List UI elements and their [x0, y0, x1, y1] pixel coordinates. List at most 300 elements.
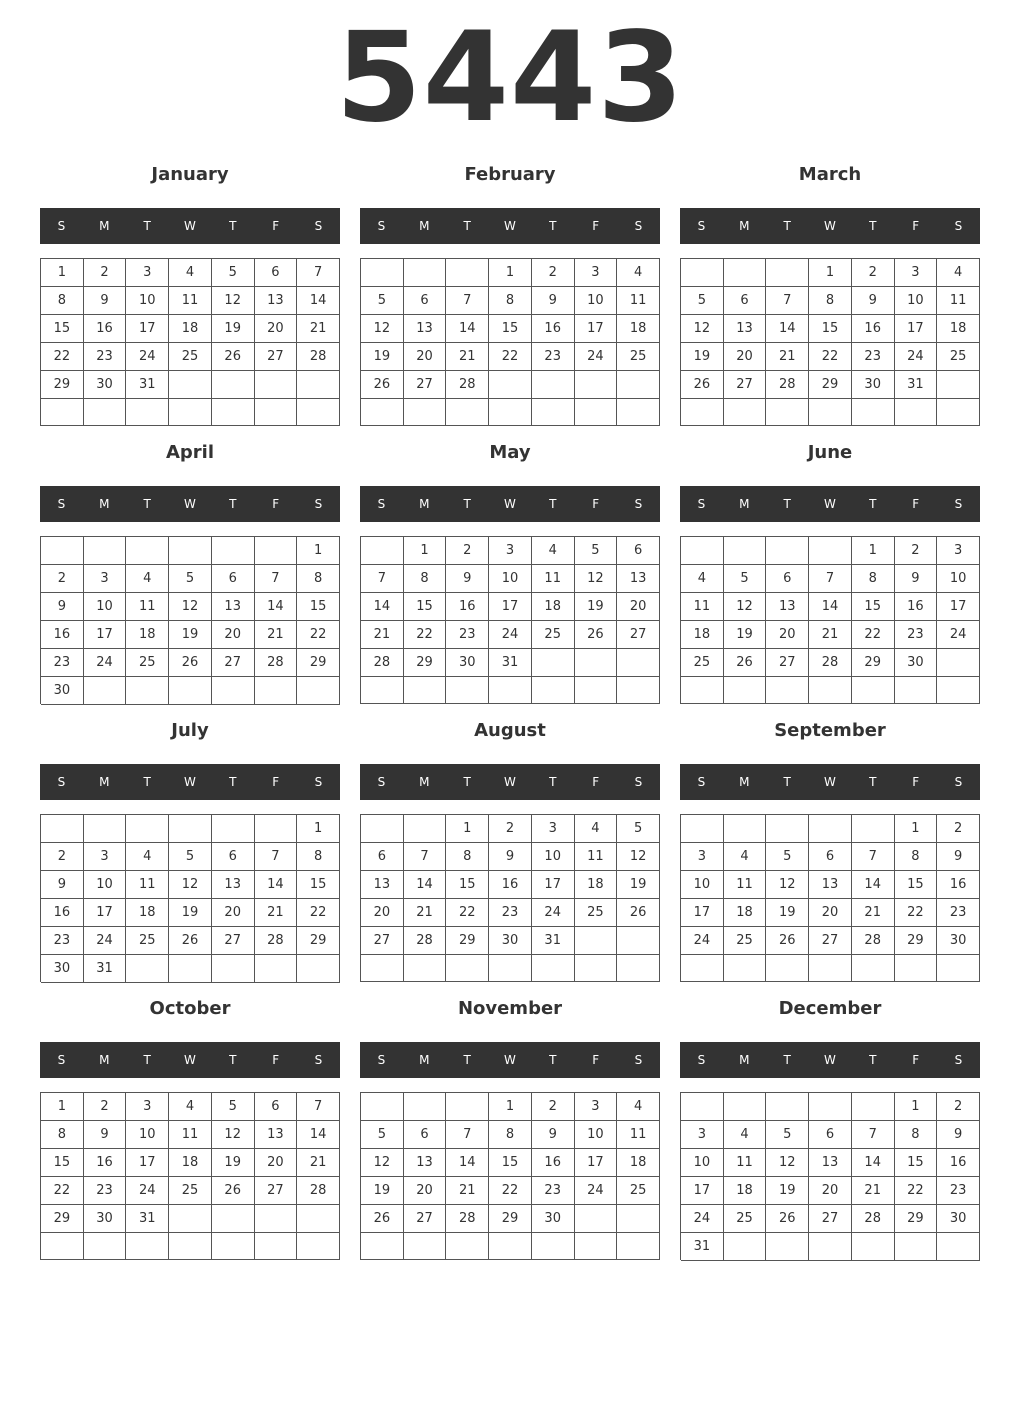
weekday-label: S: [377, 775, 386, 789]
empty-day-cell: [809, 1233, 852, 1261]
day-cell: 11: [617, 1121, 660, 1149]
weekday-label: T: [549, 219, 557, 233]
empty-day-cell: [617, 399, 660, 426]
day-cell: 22: [895, 899, 938, 927]
empty-day-cell: [297, 1233, 340, 1260]
empty-day-cell: [766, 399, 809, 426]
day-cell: 21: [809, 621, 852, 649]
day-cell: 18: [617, 315, 660, 343]
weekday-label: S: [634, 1053, 643, 1067]
day-cell: 7: [255, 843, 298, 871]
day-cell: 9: [41, 593, 84, 621]
day-cell: 22: [489, 343, 532, 371]
day-cell: 10: [937, 565, 980, 593]
empty-day-cell: [212, 1205, 255, 1233]
empty-day-cell: [404, 955, 447, 982]
weekday-label: S: [697, 219, 706, 233]
day-cell: 2: [489, 815, 532, 843]
day-cell: 15: [41, 315, 84, 343]
day-cell: 31: [532, 927, 575, 955]
day-cell: 23: [532, 343, 575, 371]
day-cell: 31: [126, 1205, 169, 1233]
day-grid: [40, 814, 340, 982]
empty-day-cell: [681, 677, 724, 704]
day-cell: 16: [489, 871, 532, 899]
day-cell: 29: [489, 1205, 532, 1233]
day-cell: 6: [809, 843, 852, 871]
day-cell: 21: [255, 621, 298, 649]
day-grid: [360, 814, 660, 982]
day-cell: 16: [937, 1149, 980, 1177]
day-cell: 6: [809, 1121, 852, 1149]
day-cell: 8: [809, 287, 852, 315]
day-cell: 18: [575, 871, 618, 899]
day-cell: 23: [41, 927, 84, 955]
day-cell: 8: [297, 843, 340, 871]
day-cell: 31: [681, 1233, 724, 1261]
day-cell: 11: [169, 287, 212, 315]
day-cell: 9: [937, 843, 980, 871]
empty-day-cell: [937, 677, 980, 704]
empty-day-cell: [169, 399, 212, 426]
day-cell: 11: [169, 1121, 212, 1149]
day-cell: 10: [84, 871, 127, 899]
day-cell: 4: [724, 1121, 767, 1149]
day-cell: 5: [212, 1093, 255, 1121]
empty-day-cell: [446, 955, 489, 982]
day-cell: 25: [532, 621, 575, 649]
day-cell: 4: [617, 259, 660, 287]
weekday-label: S: [954, 1053, 963, 1067]
day-cell: 18: [724, 1177, 767, 1205]
empty-day-cell: [681, 399, 724, 426]
weekday-label: M: [739, 219, 750, 233]
day-cell: 10: [126, 1121, 169, 1149]
day-cell: 3: [126, 1093, 169, 1121]
empty-day-cell: [852, 1093, 895, 1121]
empty-day-cell: [895, 1233, 938, 1261]
day-cell: 22: [404, 621, 447, 649]
empty-day-cell: [852, 1233, 895, 1261]
day-cell: 23: [41, 649, 84, 677]
day-cell: 6: [404, 287, 447, 315]
day-cell: 5: [361, 287, 404, 315]
empty-day-cell: [41, 537, 84, 565]
month-name: October: [149, 998, 231, 1019]
day-cell: 8: [41, 287, 84, 315]
day-cell: 5: [617, 815, 660, 843]
weekday-label: M: [99, 1053, 110, 1067]
weekday-label: S: [377, 219, 386, 233]
day-cell: 22: [41, 1177, 84, 1205]
weekday-label: T: [143, 219, 151, 233]
day-cell: 17: [489, 593, 532, 621]
empty-day-cell: [41, 399, 84, 426]
day-cell: 10: [575, 287, 618, 315]
empty-day-cell: [297, 955, 340, 983]
month-name: February: [464, 164, 556, 185]
day-cell: 16: [41, 899, 84, 927]
day-cell: 6: [724, 287, 767, 315]
weekday-label: S: [954, 497, 963, 511]
day-cell: 19: [766, 899, 809, 927]
month-name: September: [774, 720, 886, 741]
empty-day-cell: [169, 1205, 212, 1233]
empty-day-cell: [681, 815, 724, 843]
month-name: July: [171, 720, 209, 741]
day-cell: 1: [895, 815, 938, 843]
day-cell: 17: [937, 593, 980, 621]
empty-day-cell: [724, 677, 767, 704]
day-cell: 15: [895, 1149, 938, 1177]
day-cell: 14: [809, 593, 852, 621]
weekday-label: T: [229, 497, 237, 511]
day-cell: 6: [766, 565, 809, 593]
month-name: January: [151, 164, 229, 185]
day-cell: 7: [297, 1093, 340, 1121]
day-cell: 19: [169, 621, 212, 649]
empty-day-cell: [852, 677, 895, 704]
day-cell: 20: [212, 621, 255, 649]
day-cell: 31: [895, 371, 938, 399]
empty-day-cell: [446, 399, 489, 426]
weekday-label: W: [504, 497, 516, 511]
day-cell: 15: [809, 315, 852, 343]
month-name: May: [489, 442, 531, 463]
day-cell: 21: [404, 899, 447, 927]
day-cell: 26: [575, 621, 618, 649]
day-cell: 8: [41, 1121, 84, 1149]
empty-day-cell: [895, 677, 938, 704]
weekday-label: T: [463, 775, 471, 789]
day-cell: 22: [297, 621, 340, 649]
day-cell: 19: [575, 593, 618, 621]
day-cell: 9: [852, 287, 895, 315]
day-cell: 1: [895, 1093, 938, 1121]
day-cell: 16: [41, 621, 84, 649]
day-cell: 26: [766, 1205, 809, 1233]
weekday-label: W: [184, 775, 196, 789]
day-cell: 6: [404, 1121, 447, 1149]
day-cell: 3: [681, 843, 724, 871]
weekday-label: F: [912, 1053, 920, 1067]
day-cell: 11: [724, 871, 767, 899]
day-cell: 31: [126, 371, 169, 399]
day-cell: 19: [361, 343, 404, 371]
weekday-label: S: [634, 775, 643, 789]
day-cell: 2: [895, 537, 938, 565]
month-name: March: [798, 164, 862, 185]
day-grid: [680, 258, 980, 426]
day-cell: 5: [169, 565, 212, 593]
day-cell: 29: [41, 371, 84, 399]
day-cell: 24: [84, 927, 127, 955]
day-cell: 2: [446, 537, 489, 565]
day-cell: 30: [895, 649, 938, 677]
empty-day-cell: [404, 259, 447, 287]
day-grid: [40, 258, 340, 426]
weekday-label: T: [869, 219, 877, 233]
day-cell: 21: [766, 343, 809, 371]
empty-day-cell: [84, 677, 127, 705]
weekday-label: W: [824, 1053, 836, 1067]
day-cell: 6: [212, 843, 255, 871]
day-cell: 4: [126, 843, 169, 871]
day-cell: 16: [532, 315, 575, 343]
weekday-label: S: [314, 1053, 323, 1067]
day-cell: 13: [361, 871, 404, 899]
day-cell: 11: [575, 843, 618, 871]
day-cell: 20: [361, 899, 404, 927]
day-cell: 19: [617, 871, 660, 899]
day-cell: 8: [489, 1121, 532, 1149]
empty-day-cell: [766, 1093, 809, 1121]
empty-day-cell: [169, 1233, 212, 1260]
day-cell: 1: [404, 537, 447, 565]
day-cell: 28: [297, 1177, 340, 1205]
empty-day-cell: [809, 1093, 852, 1121]
day-cell: 19: [361, 1177, 404, 1205]
empty-day-cell: [617, 1233, 660, 1260]
day-cell: 17: [895, 315, 938, 343]
day-cell: 20: [404, 1177, 447, 1205]
day-cell: 20: [255, 315, 298, 343]
day-cell: 9: [446, 565, 489, 593]
day-cell: 16: [937, 871, 980, 899]
day-cell: 30: [446, 649, 489, 677]
weekday-label: S: [697, 497, 706, 511]
weekday-label: S: [634, 219, 643, 233]
empty-day-cell: [404, 1233, 447, 1260]
day-cell: 25: [937, 343, 980, 371]
day-cell: 11: [681, 593, 724, 621]
day-cell: 8: [404, 565, 447, 593]
weekday-label: T: [143, 1053, 151, 1067]
day-cell: 30: [937, 927, 980, 955]
weekday-label: T: [549, 775, 557, 789]
day-cell: 30: [84, 1205, 127, 1233]
empty-day-cell: [169, 677, 212, 705]
weekday-label: S: [634, 497, 643, 511]
day-cell: 13: [617, 565, 660, 593]
day-grid: [360, 536, 660, 704]
weekday-label: T: [869, 497, 877, 511]
weekday-label: F: [592, 1053, 600, 1067]
weekday-header: [40, 486, 340, 522]
weekday-label: T: [869, 1053, 877, 1067]
day-cell: 20: [724, 343, 767, 371]
day-cell: 30: [489, 927, 532, 955]
empty-day-cell: [404, 399, 447, 426]
empty-day-cell: [852, 955, 895, 982]
day-cell: 15: [895, 871, 938, 899]
weekday-header: [680, 1042, 980, 1078]
day-cell: 11: [532, 565, 575, 593]
empty-day-cell: [575, 399, 618, 426]
day-cell: 14: [852, 871, 895, 899]
day-cell: 1: [297, 537, 340, 565]
empty-day-cell: [575, 371, 618, 399]
day-cell: 24: [681, 927, 724, 955]
day-cell: 30: [41, 677, 84, 705]
empty-day-cell: [724, 1093, 767, 1121]
weekday-label: S: [57, 1053, 66, 1067]
day-cell: 12: [575, 565, 618, 593]
day-cell: 13: [212, 593, 255, 621]
empty-day-cell: [575, 955, 618, 982]
day-cell: 9: [532, 1121, 575, 1149]
weekday-header: [680, 208, 980, 244]
day-cell: 4: [532, 537, 575, 565]
empty-day-cell: [126, 815, 169, 843]
weekday-label: S: [57, 219, 66, 233]
empty-day-cell: [617, 649, 660, 677]
day-cell: 9: [41, 871, 84, 899]
day-cell: 1: [41, 259, 84, 287]
day-cell: 1: [446, 815, 489, 843]
day-cell: 2: [532, 259, 575, 287]
empty-day-cell: [937, 649, 980, 677]
day-cell: 6: [361, 843, 404, 871]
empty-day-cell: [255, 1233, 298, 1260]
day-cell: 18: [169, 1149, 212, 1177]
day-cell: 20: [809, 899, 852, 927]
empty-day-cell: [766, 259, 809, 287]
empty-day-cell: [852, 815, 895, 843]
weekday-label: T: [229, 219, 237, 233]
day-cell: 12: [724, 593, 767, 621]
weekday-label: S: [57, 497, 66, 511]
day-cell: 22: [297, 899, 340, 927]
day-cell: 25: [575, 899, 618, 927]
day-cell: 14: [404, 871, 447, 899]
empty-day-cell: [361, 677, 404, 704]
empty-day-cell: [255, 1205, 298, 1233]
day-cell: 27: [212, 927, 255, 955]
empty-day-cell: [169, 815, 212, 843]
day-cell: 14: [446, 315, 489, 343]
empty-day-cell: [852, 399, 895, 426]
day-cell: 1: [297, 815, 340, 843]
day-cell: 15: [489, 315, 532, 343]
day-cell: 21: [297, 315, 340, 343]
day-cell: 27: [404, 371, 447, 399]
day-cell: 21: [255, 899, 298, 927]
weekday-label: W: [824, 497, 836, 511]
day-cell: 4: [681, 565, 724, 593]
day-cell: 23: [84, 343, 127, 371]
day-cell: 7: [852, 1121, 895, 1149]
empty-day-cell: [895, 955, 938, 982]
empty-day-cell: [446, 677, 489, 704]
day-cell: 16: [84, 1149, 127, 1177]
day-cell: 5: [766, 843, 809, 871]
day-cell: 5: [212, 259, 255, 287]
day-cell: 7: [766, 287, 809, 315]
empty-day-cell: [937, 1233, 980, 1261]
day-cell: 24: [575, 1177, 618, 1205]
day-cell: 27: [255, 1177, 298, 1205]
empty-day-cell: [126, 955, 169, 983]
day-cell: 20: [766, 621, 809, 649]
weekday-label: T: [463, 1053, 471, 1067]
day-cell: 27: [809, 927, 852, 955]
day-cell: 15: [297, 593, 340, 621]
day-cell: 11: [126, 871, 169, 899]
empty-day-cell: [212, 399, 255, 426]
day-cell: 26: [617, 899, 660, 927]
day-cell: 3: [84, 843, 127, 871]
day-cell: 15: [489, 1149, 532, 1177]
weekday-label: F: [912, 775, 920, 789]
day-cell: 13: [809, 1149, 852, 1177]
day-cell: 2: [84, 1093, 127, 1121]
empty-day-cell: [297, 371, 340, 399]
day-cell: 13: [255, 1121, 298, 1149]
day-cell: 27: [617, 621, 660, 649]
day-grid: [680, 1092, 980, 1260]
day-cell: 1: [489, 1093, 532, 1121]
empty-day-cell: [255, 371, 298, 399]
empty-day-cell: [681, 955, 724, 982]
day-cell: 18: [617, 1149, 660, 1177]
day-cell: 2: [41, 565, 84, 593]
empty-day-cell: [532, 649, 575, 677]
day-cell: 25: [126, 927, 169, 955]
day-cell: 2: [937, 1093, 980, 1121]
empty-day-cell: [532, 677, 575, 704]
weekday-label: T: [463, 497, 471, 511]
day-cell: 6: [255, 1093, 298, 1121]
weekday-label: W: [504, 775, 516, 789]
day-cell: 9: [489, 843, 532, 871]
weekday-label: T: [783, 1053, 791, 1067]
weekday-label: S: [377, 497, 386, 511]
weekday-header: [360, 486, 660, 522]
month-name: November: [457, 998, 563, 1019]
day-cell: 30: [41, 955, 84, 983]
day-cell: 4: [617, 1093, 660, 1121]
day-cell: 3: [575, 1093, 618, 1121]
day-cell: 12: [766, 871, 809, 899]
weekday-header: [360, 764, 660, 800]
day-cell: 18: [532, 593, 575, 621]
empty-day-cell: [809, 537, 852, 565]
empty-day-cell: [41, 1233, 84, 1260]
weekday-header: [40, 764, 340, 800]
day-cell: 9: [532, 287, 575, 315]
month-name: December: [778, 998, 882, 1019]
empty-day-cell: [404, 677, 447, 704]
empty-day-cell: [84, 537, 127, 565]
weekday-label: M: [739, 497, 750, 511]
day-cell: 10: [681, 1149, 724, 1177]
day-cell: 29: [852, 649, 895, 677]
day-cell: 8: [852, 565, 895, 593]
empty-day-cell: [766, 815, 809, 843]
weekday-label: F: [272, 219, 280, 233]
empty-day-cell: [575, 927, 618, 955]
day-cell: 2: [41, 843, 84, 871]
day-cell: 10: [126, 287, 169, 315]
empty-day-cell: [575, 649, 618, 677]
weekday-label: T: [549, 497, 557, 511]
day-cell: 24: [126, 1177, 169, 1205]
day-grid: [360, 1092, 660, 1260]
weekday-label: T: [229, 1053, 237, 1067]
day-cell: 29: [895, 1205, 938, 1233]
day-cell: 12: [169, 871, 212, 899]
